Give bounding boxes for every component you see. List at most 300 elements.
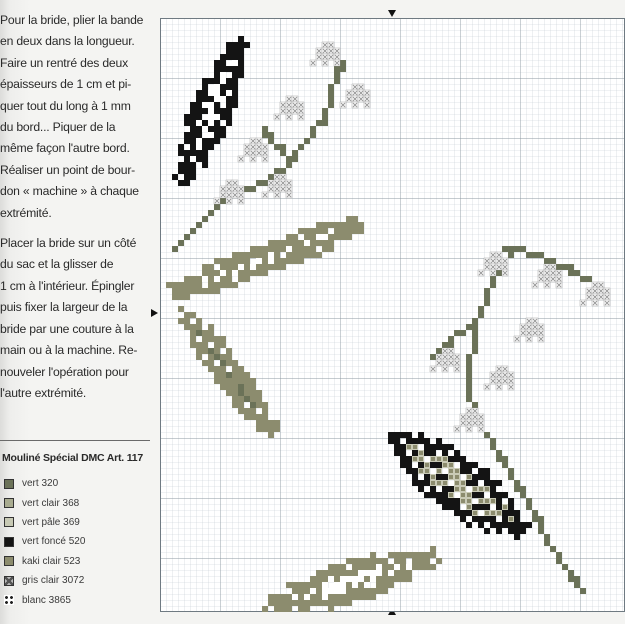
leaf-stitch: [394, 558, 400, 564]
leaf-stitch: [484, 498, 490, 504]
leaf-stitch: [202, 96, 208, 102]
bell-flower: [262, 156, 268, 162]
bell-flower: [532, 318, 538, 324]
leaf-stitch: [214, 78, 220, 84]
leaf-stitch: [250, 252, 256, 258]
bell-flower: [454, 426, 460, 432]
leaf-stitch: [238, 372, 244, 378]
leaf-stitch: [220, 96, 226, 102]
bell-flower: [454, 354, 460, 360]
leaf-stitch: [226, 384, 232, 390]
leaf-stitch: [256, 414, 262, 420]
leaf-stitch: [412, 444, 418, 450]
leaf-stitch: [172, 288, 178, 294]
bell-flower: [322, 48, 328, 54]
stem-stitch: [556, 552, 562, 558]
leaf-stitch: [184, 114, 190, 120]
bell-flower: [478, 414, 484, 420]
leaf-stitch: [220, 78, 226, 84]
leaf-stitch: [478, 486, 484, 492]
bell-flower: [556, 270, 562, 276]
leaf-stitch: [358, 588, 364, 594]
leaf-stitch: [478, 498, 484, 504]
bell-flower: [490, 258, 496, 264]
stem-stitch: [304, 138, 310, 144]
leaf-stitch: [310, 228, 316, 234]
leaf-stitch: [490, 498, 496, 504]
leaf-stitch: [382, 570, 388, 576]
stem-stitch: [484, 432, 490, 438]
stem-stitch: [568, 270, 574, 276]
leaf-stitch: [268, 420, 274, 426]
leaf-stitch: [490, 492, 496, 498]
leaf-stitch: [304, 234, 310, 240]
bell-flower: [472, 414, 478, 420]
leaf-stitch: [220, 342, 226, 348]
bell-flower: [280, 108, 286, 114]
leaf-stitch: [466, 498, 472, 504]
leaf-stitch: [238, 396, 244, 402]
leaf-stitch: [352, 576, 358, 582]
leaf-stitch: [238, 42, 244, 48]
leaf-stitch: [208, 264, 214, 270]
stem-stitch: [202, 216, 208, 222]
leaf-stitch: [196, 114, 202, 120]
leaf-stitch: [184, 138, 190, 144]
leaf-stitch: [370, 594, 376, 600]
leaf-stitch: [196, 132, 202, 138]
bell-flower: [226, 186, 232, 192]
leaf-stitch: [220, 384, 226, 390]
leaf-stitch: [334, 234, 340, 240]
leaf-stitch: [430, 486, 436, 492]
leaf-stitch: [316, 240, 322, 246]
leaf-stitch: [196, 102, 202, 108]
bell-flower: [298, 108, 304, 114]
leaf-stitch: [448, 456, 454, 462]
leaf-stitch: [268, 240, 274, 246]
leaf-stitch: [310, 576, 316, 582]
bell-flower: [322, 60, 328, 66]
leaf-stitch: [220, 60, 226, 66]
leaf-stitch: [334, 588, 340, 594]
bell-flower: [592, 294, 598, 300]
bell-flower: [502, 270, 508, 276]
stem-stitch: [490, 276, 496, 282]
leaf-stitch: [454, 510, 460, 516]
leaf-stitch: [346, 594, 352, 600]
leaf-stitch: [424, 438, 430, 444]
bell-flower: [280, 180, 286, 186]
swatch-vert-clair-368: [4, 498, 14, 508]
instructions-paragraph-2: Placer la bride sur un côté du sac et la glisser de 1 cm à l'intérieur. Épingler puis fixer la largeur de la bride par une couture à la main ou à la machine. Re- nouveler l'opération pour l'autre extrémité.: [0, 236, 138, 400]
leaf-stitch: [220, 360, 226, 366]
leaf-stitch: [484, 510, 490, 516]
leaf-stitch: [232, 264, 238, 270]
leaf-stitch: [190, 168, 196, 174]
stem-stitch: [550, 258, 556, 264]
leaf-stitch: [274, 258, 280, 264]
bell-flower: [454, 360, 460, 366]
leaf-stitch: [202, 336, 208, 342]
bell-flower: [520, 330, 526, 336]
leaf-stitch: [322, 576, 328, 582]
leaf-stitch: [358, 222, 364, 228]
stem-stitch: [196, 222, 202, 228]
leaf-stitch: [328, 576, 334, 582]
leaf-stitch: [178, 288, 184, 294]
leaf-stitch: [298, 240, 304, 246]
bell-flower: [310, 60, 316, 66]
leaf-stitch: [220, 276, 226, 282]
leaf-stitch: [358, 564, 364, 570]
leaf-stitch: [352, 216, 358, 222]
bell-flower: [604, 300, 610, 306]
leaf-stitch: [208, 102, 214, 108]
leaf-stitch: [232, 282, 238, 288]
stem-stitch: [490, 444, 496, 450]
bell-flower: [274, 180, 280, 186]
leaf-stitch: [196, 276, 202, 282]
leaf-stitch: [292, 240, 298, 246]
leaf-stitch: [436, 498, 442, 504]
leaf-stitch: [256, 420, 262, 426]
leaf-stitch: [262, 426, 268, 432]
legend-item: blanc 3865: [4, 590, 149, 609]
leaf-stitch: [238, 60, 244, 66]
bell-flower: [238, 198, 244, 204]
leaf-stitch: [238, 408, 244, 414]
leaf-stitch: [388, 552, 394, 558]
leaf-stitch: [232, 90, 238, 96]
stem-stitch: [466, 324, 472, 330]
stem-stitch: [310, 126, 316, 132]
leaf-stitch: [448, 486, 454, 492]
leaf-stitch: [190, 108, 196, 114]
stem-stitch: [502, 246, 508, 252]
leaf-stitch: [292, 252, 298, 258]
leaf-stitch: [490, 486, 496, 492]
leaf-stitch: [520, 528, 526, 534]
leaf-stitch: [388, 582, 394, 588]
leaf-stitch: [214, 66, 220, 72]
bell-flower: [532, 282, 538, 288]
stem-stitch: [490, 438, 496, 444]
leaf-stitch: [376, 570, 382, 576]
leaf-stitch: [214, 270, 220, 276]
bell-flower: [496, 252, 502, 258]
bell-flower: [364, 90, 370, 96]
leaf-stitch: [190, 132, 196, 138]
leaf-stitch: [484, 468, 490, 474]
leaf-stitch: [214, 90, 220, 96]
legend-item: vert foncé 520: [4, 532, 149, 551]
leaf-stitch: [238, 258, 244, 264]
leaf-stitch: [208, 348, 214, 354]
leaf-stitch: [436, 456, 442, 462]
leaf-stitch: [298, 258, 304, 264]
bell-flower: [442, 354, 448, 360]
leaf-stitch: [232, 270, 238, 276]
bell-flower: [430, 366, 436, 372]
stem-stitch: [280, 150, 286, 156]
leaf-stitch: [316, 222, 322, 228]
leaf-stitch: [454, 456, 460, 462]
bell-flower: [274, 192, 280, 198]
stem-stitch: [544, 534, 550, 540]
leaf-stitch: [286, 582, 292, 588]
leaf-stitch: [418, 564, 424, 570]
leaf-stitch: [346, 228, 352, 234]
bell-flower: [286, 186, 292, 192]
bell-flower: [358, 84, 364, 90]
bell-flower: [496, 372, 502, 378]
bell-flower: [316, 48, 322, 54]
bell-flower: [496, 378, 502, 384]
stem-stitch: [316, 120, 322, 126]
bell-flower: [514, 336, 520, 342]
leaf-stitch: [418, 450, 424, 456]
bell-flower: [472, 408, 478, 414]
leaf-stitch: [352, 588, 358, 594]
leaf-stitch: [262, 414, 268, 420]
leaf-stitch: [316, 252, 322, 258]
leaf-stitch: [268, 594, 274, 600]
leaf-stitch: [280, 606, 286, 612]
leaf-stitch: [232, 54, 238, 60]
leaf-stitch: [238, 36, 244, 42]
leaf-stitch: [298, 228, 304, 234]
leaf-stitch: [262, 258, 268, 264]
leaf-stitch: [190, 342, 196, 348]
leaf-stitch: [208, 270, 214, 276]
bell-flower: [364, 102, 370, 108]
leaf-stitch: [178, 318, 184, 324]
leaf-stitch: [238, 54, 244, 60]
leaf-stitch: [238, 270, 244, 276]
leaf-stitch: [244, 264, 250, 270]
leaf-stitch: [166, 282, 172, 288]
bell-flower: [538, 270, 544, 276]
leaf-stitch: [226, 354, 232, 360]
leaf-stitch: [274, 240, 280, 246]
leaf-stitch: [328, 588, 334, 594]
leaf-stitch: [376, 588, 382, 594]
leaf-stitch: [418, 486, 424, 492]
leaf-stitch: [478, 474, 484, 480]
leaf-stitch: [190, 144, 196, 150]
leaf-stitch: [274, 600, 280, 606]
leaf-stitch: [196, 126, 202, 132]
leaf-stitch: [178, 168, 184, 174]
leaf-stitch: [256, 426, 262, 432]
bell-flower: [334, 48, 340, 54]
stem-stitch: [466, 372, 472, 378]
leaf-stitch: [526, 522, 532, 528]
stem-stitch: [580, 588, 586, 594]
leaf-stitch: [358, 582, 364, 588]
stem-stitch: [274, 168, 280, 174]
bell-flower: [484, 258, 490, 264]
leaf-stitch: [220, 354, 226, 360]
leaf-stitch: [424, 480, 430, 486]
leaf-stitch: [340, 582, 346, 588]
leaf-stitch: [370, 564, 376, 570]
leaf-stitch: [442, 444, 448, 450]
stem-stitch: [490, 282, 496, 288]
bell-flower: [526, 324, 532, 330]
leaf-stitch: [214, 72, 220, 78]
leaf-stitch: [406, 570, 412, 576]
leaf-stitch: [436, 462, 442, 468]
leaf-stitch: [214, 102, 220, 108]
leaf-stitch: [466, 510, 472, 516]
leaf-stitch: [424, 474, 430, 480]
bell-flower: [466, 408, 472, 414]
leaf-stitch: [316, 228, 322, 234]
leaf-stitch: [388, 438, 394, 444]
leaf-stitch: [490, 510, 496, 516]
leaf-stitch: [454, 450, 460, 456]
bell-flower: [544, 270, 550, 276]
leaf-stitch: [196, 348, 202, 354]
leaf-stitch: [412, 438, 418, 444]
stem-stitch: [184, 234, 190, 240]
leaf-stitch: [238, 378, 244, 384]
leaf-stitch: [418, 468, 424, 474]
leaf-stitch: [268, 432, 274, 438]
leaf-stitch: [358, 228, 364, 234]
leaf-stitch: [214, 354, 220, 360]
leaf-stitch: [220, 336, 226, 342]
bell-flower: [526, 336, 532, 342]
leaf-stitch: [244, 42, 250, 48]
leaf-stitch: [214, 336, 220, 342]
bell-flower: [334, 54, 340, 60]
leaf-stitch: [298, 606, 304, 612]
leaf-stitch: [322, 570, 328, 576]
leaf-stitch: [280, 264, 286, 270]
leaf-stitch: [208, 366, 214, 372]
leaf-stitch: [442, 462, 448, 468]
legend-title: Mouliné Spécial DMC Art. 117: [2, 452, 144, 464]
leaf-stitch: [340, 234, 346, 240]
instructions-text: [0, 10, 146, 413]
leaf-stitch: [340, 600, 346, 606]
leaf-stitch: [460, 492, 466, 498]
stem-stitch: [322, 108, 328, 114]
leaf-stitch: [256, 270, 262, 276]
leaf-stitch: [202, 288, 208, 294]
leaf-stitch: [394, 552, 400, 558]
bell-flower: [262, 192, 268, 198]
leaf-stitch: [202, 348, 208, 354]
leaf-stitch: [202, 156, 208, 162]
stem-stitch: [190, 228, 196, 234]
leaf-stitch: [304, 240, 310, 246]
leaf-stitch: [292, 582, 298, 588]
leaf-stitch: [238, 402, 244, 408]
bell-flower: [352, 84, 358, 90]
stem-stitch: [568, 264, 574, 270]
leaf-stitch: [238, 264, 244, 270]
bell-flower: [448, 348, 454, 354]
leaf-stitch: [256, 252, 262, 258]
leaf-stitch: [226, 348, 232, 354]
leaf-stitch: [214, 60, 220, 66]
leaf-stitch: [304, 600, 310, 606]
leaf-stitch: [328, 234, 334, 240]
bell-flower: [442, 366, 448, 372]
leaf-stitch: [250, 414, 256, 420]
leaf-stitch: [406, 462, 412, 468]
leaf-stitch: [334, 594, 340, 600]
bell-flower: [490, 372, 496, 378]
leaf-stitch: [514, 516, 520, 522]
leaf-stitch: [244, 384, 250, 390]
bell-flower: [226, 192, 232, 198]
leaf-stitch: [196, 318, 202, 324]
leaf-stitch: [412, 468, 418, 474]
stem-stitch: [472, 336, 478, 342]
leaf-stitch: [220, 108, 226, 114]
bell-flower: [484, 264, 490, 270]
leaf-stitch: [190, 102, 196, 108]
bell-flower: [232, 192, 238, 198]
leaf-stitch: [196, 156, 202, 162]
stem-stitch: [262, 126, 268, 132]
leaf-stitch: [424, 450, 430, 456]
leaf-stitch: [418, 456, 424, 462]
leaf-stitch: [364, 564, 370, 570]
leaf-stitch: [412, 456, 418, 462]
leaf-stitch: [220, 270, 226, 276]
leaf-stitch: [190, 324, 196, 330]
leaf-stitch: [214, 126, 220, 132]
leaf-stitch: [202, 150, 208, 156]
leaf-stitch: [460, 510, 466, 516]
bell-flower: [436, 354, 442, 360]
stem-stitch: [250, 186, 256, 192]
leaf-stitch: [250, 270, 256, 276]
stem-stitch: [274, 144, 280, 150]
leaf-stitch: [184, 180, 190, 186]
leaf-stitch: [496, 522, 502, 528]
leaf-stitch: [304, 594, 310, 600]
leaf-stitch: [262, 420, 268, 426]
leaf-stitch: [232, 42, 238, 48]
leaf-stitch: [226, 276, 232, 282]
bell-flower: [490, 270, 496, 276]
leaf-stitch: [418, 438, 424, 444]
leaf-stitch: [292, 258, 298, 264]
leaf-stitch: [208, 360, 214, 366]
bell-flower: [442, 360, 448, 366]
bell-flower: [322, 42, 328, 48]
leaf-stitch: [394, 576, 400, 582]
bell-flower: [538, 276, 544, 282]
swatch-kaki-clair-523: [4, 556, 14, 566]
leaf-stitch: [244, 276, 250, 282]
leaf-stitch: [472, 474, 478, 480]
leaf-stitch: [250, 402, 256, 408]
leaf-stitch: [184, 312, 190, 318]
bell-flower: [280, 174, 286, 180]
bell-flower: [358, 96, 364, 102]
bell-flower: [250, 156, 256, 162]
leaf-stitch: [358, 558, 364, 564]
leaf-stitch: [196, 120, 202, 126]
